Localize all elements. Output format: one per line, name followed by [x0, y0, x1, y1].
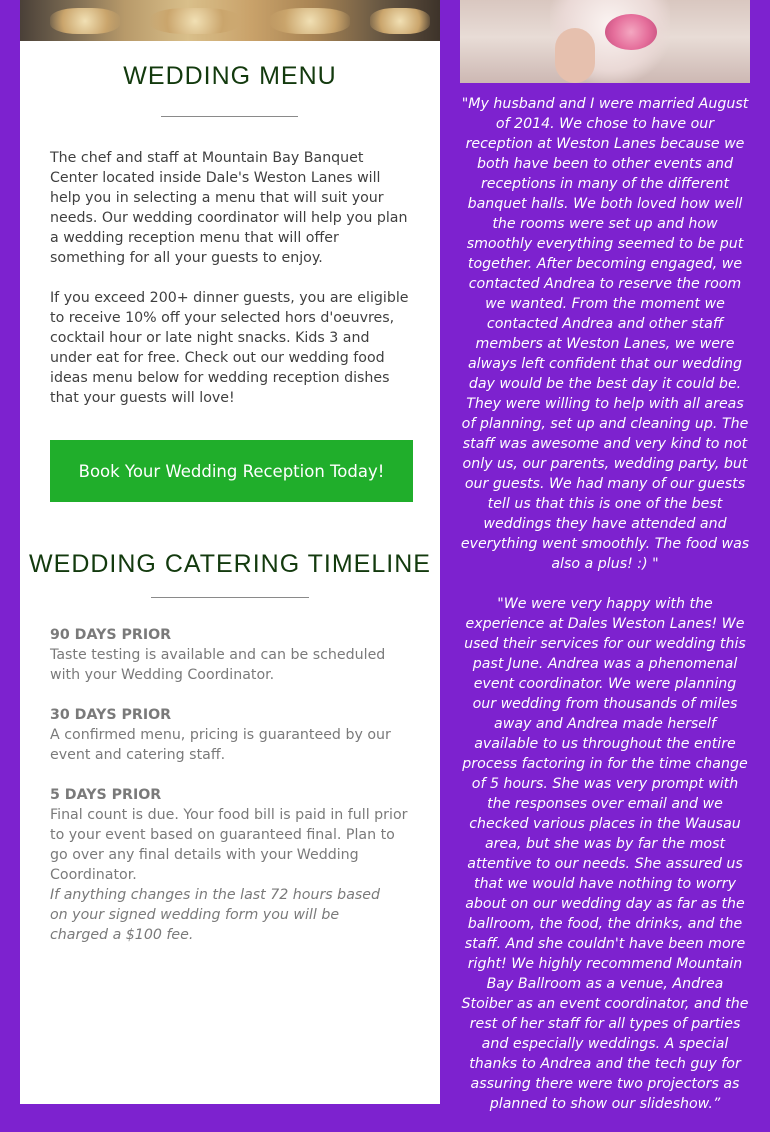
testimonial-quote: "My husband and I were married August of 2014. We chose to have our reception at Weston Lanes because we both have been to other events and receptions in many of the different banquet halls. We both loved how well the rooms were set up and how smoothly everything seemed to be put together. After becoming engaged, we contacted Andrea to reserve the room we wanted. From the moment we contacted Andrea and other staff members at Weston Lanes, we were always left confident that our wedding day would be the best day it could be. They were willing to help with all areas of planning, set up and cleaning up. The staff was awesome and very kind to not only us, our parents, wedding party, but our guests. We had many of our guests tell us that this is one of the best weddings they have attended and everything went smoothly. The food was also a plus! :) " [460, 96, 750, 572]
timeline-item [50, 785, 415, 885]
discount-paragraph: If you exceed 200+ dinner guests, you are eligible to receive 10% off your selected hors d'oeuvres, cocktail hour or late night snacks. Kids 3 and under eat for free. Check out our wedding food ideas menu below for wedding reception dishes that your guests will love! [50, 290, 409, 406]
timeline-item [50, 625, 415, 685]
timeline-item-title: 30 DAYS PRIOR [50, 707, 172, 723]
timeline-item-title: 90 DAYS PRIOR [50, 627, 172, 643]
timeline-item-text: Taste testing is available and can be scheduled with your Wedding Coordinator. [50, 647, 386, 683]
late-change-fee-note: If anything changes in the last 72 hours based on your signed wedding form you will be charged a $100 fee. [50, 887, 381, 943]
bride-photo-image [460, 0, 750, 83]
heading-divider [151, 597, 309, 598]
timeline-item-title: 5 DAYS PRIOR [50, 787, 162, 803]
timeline-item-text: Final count is due. Your food bill is paid in full prior to your event based on guaranteed final. Plan to go over any final details with your Wedding Coordinator. [50, 807, 408, 883]
testimonial-quote: "We were very happy with the experience at Dales Weston Lanes! We used their services for our wedding this past June. Andrea was a phenomenal event coordinator. We were planning our wedding from thousands of miles away and Andrea made herself available to us throughout the entire process factoring in for the time change of 5 hours. She was very prompt with the responses over email and we checked various places in the Wausau area, but she was by far the most attentive to our needs. She assured us that we would have nothing to worry about on our wedding day as far as the ballroom, the food, the drinks, and the staff. And she couldn't have been more right! We highly recommend Mountain Bay Ballroom as a venue, Andrea Stoiber as an event coordinator, and the rest of her staff for all types of parties and especially weddings. A special thanks to Andrea and the tech guy for assuring there were two projectors as planned to show our slideshow.” [461, 596, 749, 1112]
timeline-item [50, 705, 415, 765]
buffet-food-image [20, 0, 440, 41]
intro-paragraph: The chef and staff at Mountain Bay Banquet Center located inside Dale's Weston Lanes will help you in selecting a menu that will suit your needs. Our wedding coordinator will help you plan a wedding reception menu that will offer something for all your guests to enjoy. [50, 150, 408, 266]
heading-divider [161, 116, 298, 117]
timeline-item-text: A confirmed menu, pricing is guaranteed by our event and catering staff. [50, 727, 391, 763]
book-reception-button[interactable]: Book Your Wedding Reception Today! [50, 440, 413, 502]
catering-timeline-heading: WEDDING CATERING TIMELINE [29, 550, 431, 578]
wedding-menu-panel [20, 0, 440, 1104]
wedding-menu-heading: WEDDING MENU [123, 62, 337, 90]
